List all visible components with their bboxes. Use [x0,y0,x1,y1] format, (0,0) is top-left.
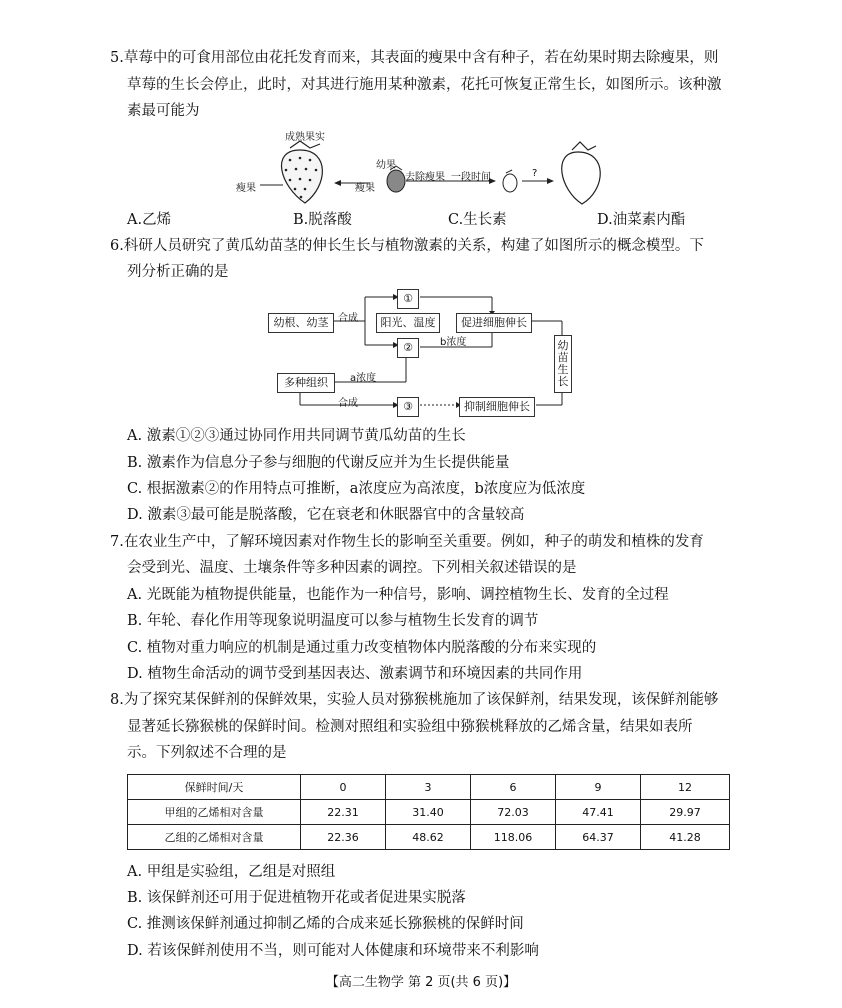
mature-label: 成熟果实 [285,132,325,143]
q7-option-b: B. 年轮、春化作用等现象说明温度可以参与植物生长发育的调节 [127,613,539,629]
q7-line-2: 会受到光、温度、土壤条件等多种因素的调控。下列相关叙述错误的是 [127,560,577,576]
hormone-concept-diagram [260,285,590,420]
table-cell: 29.97 [641,800,730,825]
table-cell: 47.41 [556,800,641,825]
young-label: 幼果 [376,160,396,171]
table-cell: 48.62 [386,825,471,850]
q8-line-1: 8.为了探究某保鲜剂的保鲜效果，实验人员对猕猴桃施加了该保鲜剂，结果发现，该保鲜剂能够 [110,692,719,708]
q5-line-2: 草莓的生长会停止，此时，对其进行施用某种激素，花托可恢复正常生长，如图所示。该种激 [127,77,722,93]
question-mark: ? [532,168,538,179]
node-hormone-2: ② [397,338,419,358]
q6-line-1: 6.科研人员研究了黄瓜幼苗茎的伸长生长与植物激素的关系，构建了如图所示的概念模型。下 [110,238,704,254]
q8-line-3: 示。下列叙述不合理的是 [127,745,287,761]
table-cell: 22.36 [301,825,386,850]
table-cell: 118.06 [471,825,556,850]
q7-option-c: C. 植物对重力响应的机制是通过重力改变植物体内脱落酸的分布来实现的 [127,640,597,656]
q5-option-a: A.乙烯 [127,212,172,228]
node-hormone-1: ① [397,289,419,309]
q8-option-c: C. 推测该保鲜剂通过抑制乙烯的合成来延长猕猴桃的保鲜时间 [127,916,524,932]
node-promote-elongation: 促进细胞伸长 [456,313,532,333]
step-remove-achene: 去除瘦果 [405,172,445,183]
table-cell: 22.31 [301,800,386,825]
q5-option-c: C.生长素 [448,212,507,228]
table-cell: 乙组的乙烯相对含量 [128,825,301,850]
q8-option-b: B. 该保鲜剂还可用于促进植物开花或者促进果实脱落 [127,890,466,906]
table-cell: 72.03 [471,800,556,825]
table-cell: 31.40 [386,800,471,825]
q8-line-2: 显著延长猕猴桃的保鲜时间。检测对照组和实验组中猕猴桃释放的乙烯含量，结果如表所 [127,719,693,735]
q5-option-d: D.油菜素内酯 [597,212,686,228]
q6-option-b: B. 激素作为信息分子参与细胞的代谢反应并为生长提供能量 [127,455,510,471]
q5-line-1: 5.草莓中的可食用部位由花托发育而来，其表面的瘦果中含有种子，若在幼果时期去除瘦果，则 [110,50,719,66]
q6-option-d: D. 激素③最可能是脱落酸，它在衰老和休眠器官中的含量较高 [127,507,525,523]
q8-option-a: A. 甲组是实验组，乙组是对照组 [127,864,336,880]
table-header-cell: 保鲜时间/天 [128,775,301,800]
q7-option-d: D. 植物生命活动的调节受到基因表达、激素调节和环境因素的共同作用 [127,666,583,682]
q7-line-1: 7.在农业生产中，了解环境因素对作物生长的影响至关重要。例如，种子的萌发和植株的发育 [110,534,704,550]
q6-option-a: A. 激素①②③通过协同作用共同调节黄瓜幼苗的生长 [127,428,466,444]
q5-line-3: 素最可能为 [127,103,200,119]
label-b-conc: b浓度 [440,337,467,348]
table-header-cell: 3 [386,775,471,800]
grown-receptacle-icon [562,142,601,204]
node-tissues: 多种组织 [277,373,335,393]
table-row [128,800,730,825]
node-light-temp: 阳光、温度 [376,313,440,333]
table-header-cell: 9 [556,775,641,800]
ethylene-table [127,774,730,850]
page-footer: 【高二生物学 第 2 页(共 6 页)】 [325,975,517,990]
node-seedling-growth: 幼苗生长 [554,335,572,393]
table-header-row [128,775,730,800]
label-a-conc: a浓度 [350,373,377,384]
node-hormone-3: ③ [397,397,419,417]
small-fruit-icon [503,170,517,192]
mature-strawberry-icon [281,141,322,203]
label-synth-1: 合成 [338,313,358,324]
q8-option-d: D. 若该保鲜剂使用不当，则可能对人体健康和环境带来不利影响 [127,943,539,959]
q6-line-2: 列分析正确的是 [127,264,229,280]
achene-label-mid: 瘦果 [355,183,375,194]
q5-option-b: B.脱落酸 [293,212,352,228]
table-cell: 甲组的乙烯相对含量 [128,800,301,825]
step-time: 一段时间 [451,172,491,183]
node-inhibit-elongation: 抑制细胞伸长 [459,397,535,417]
table-cell: 41.28 [641,825,730,850]
table-cell: 64.37 [556,825,641,850]
achene-label-left: 瘦果 [236,183,256,194]
table-row [128,825,730,850]
label-synth-2: 合成 [338,398,358,409]
q7-option-a: A. 光既能为植物提供能量，也能作为一种信号，影响、调控植物生长、发育的全过程 [127,587,669,603]
q6-option-c: C. 根据激素②的作用特点可推断，a浓度应为高浓度，b浓度应为低浓度 [127,481,586,497]
table-header-cell: 12 [641,775,730,800]
table-header-cell: 6 [471,775,556,800]
table-header-cell: 0 [301,775,386,800]
node-root-stem: 幼根、幼茎 [268,313,334,333]
